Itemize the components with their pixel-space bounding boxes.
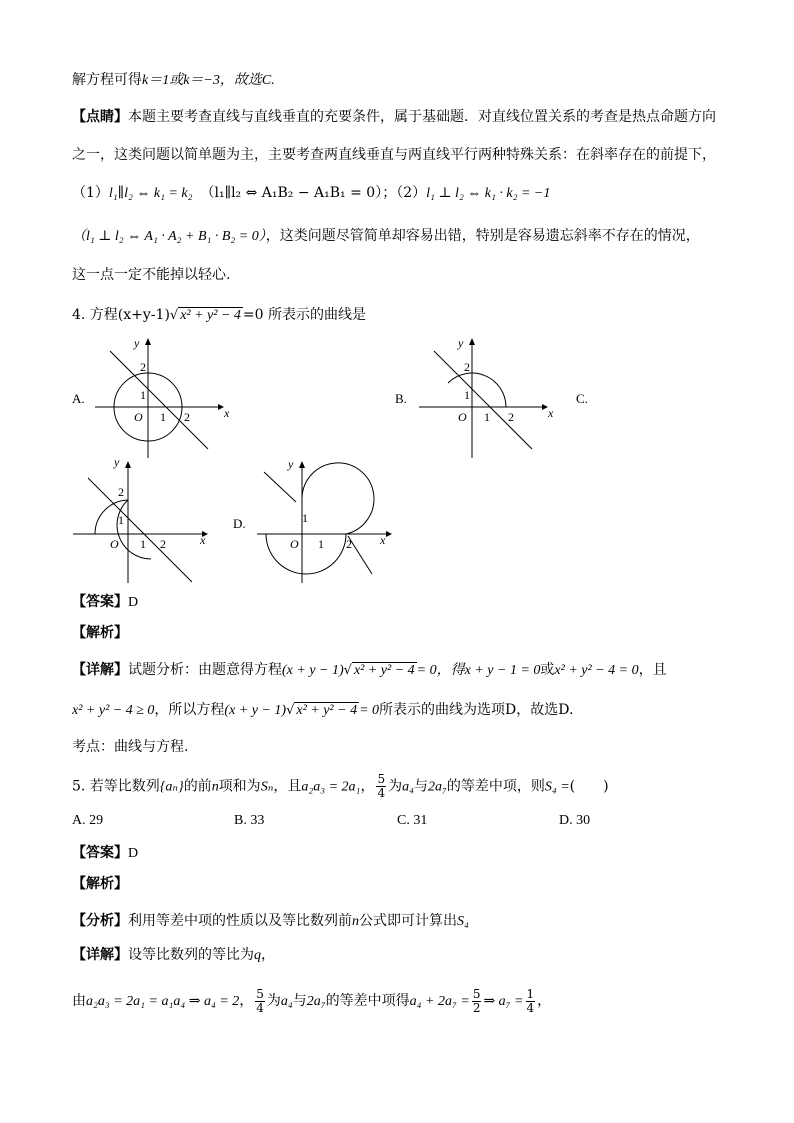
q5-frac-1-4	[526, 988, 536, 1015]
q5-stem-b: {aₙ}	[159, 779, 184, 795]
option-a-label: A.	[72, 391, 85, 406]
q4-detail-2a: x² + y² − 4 ≥ 0	[72, 703, 155, 718]
q5-frac-5-4	[376, 773, 386, 800]
fenxi-b: n	[352, 914, 359, 929]
q5-stem-f: Sₙ	[260, 779, 274, 795]
q4-detail-2d: x² + y² − 4	[296, 703, 358, 718]
detail-tag: 【详解】	[72, 662, 128, 678]
q5-answer-tag: 【答案】	[72, 845, 128, 861]
q5-detail-2b: a₂a₃ = 2a₁ = a₁a₄ ⇒ a₄ = 2	[86, 994, 240, 1009]
svg-text:y: y	[458, 336, 464, 350]
q5-frac-den: 4	[377, 786, 386, 800]
svg-text:x: x	[548, 406, 554, 420]
formula-1b: l₁∥l₂ ⇔ k₁ = k₂	[108, 186, 193, 201]
line-x-plus-y-1	[110, 351, 208, 449]
q5-frac-5-2	[472, 988, 482, 1015]
q5-detail-2c: ，	[239, 993, 254, 1009]
svg-text:2: 2	[118, 485, 124, 499]
formula-1d: l₁ ⊥ l₂ ⇔ k₁ · k₂ = −1	[426, 186, 551, 201]
q5-detail-2e: a₄	[280, 994, 293, 1009]
q5-stem-o: S₄ =	[544, 779, 570, 795]
figure-b	[414, 335, 554, 469]
figure-a	[90, 335, 230, 469]
q5-stem-l: 与	[413, 778, 428, 795]
q4-detail-1b: (x + y − 1)	[282, 663, 344, 678]
q5-f2-num: 5	[472, 986, 481, 1001]
q5-stem-p: ( )	[569, 778, 609, 795]
q3-solution-line	[72, 70, 275, 91]
svg-text:y: y	[114, 455, 120, 469]
q5-f2-den: 2	[472, 1000, 481, 1015]
q4-detail-1h: ，且	[638, 662, 667, 678]
q5-detail-frac-num: 5	[256, 986, 264, 1001]
option-b-label: B.	[395, 391, 407, 406]
q4-detail-2f: 所表示的曲线为选项D，故选D.	[379, 702, 574, 718]
q5-stem	[72, 773, 609, 800]
q5-detail-line-2	[72, 984, 551, 1019]
q5-stem-k: a₄	[402, 779, 414, 795]
answer-tag: 【答案】	[72, 594, 128, 610]
fenxi-c: 公式即可计算出	[359, 913, 457, 929]
analysis-tag: 【解析】	[72, 625, 128, 641]
figure-d	[254, 458, 394, 592]
q4-detail-1f: 或	[540, 662, 555, 678]
x-label: x	[224, 406, 230, 420]
svg-text:1: 1	[484, 410, 490, 424]
q5-stem-j: 为	[388, 778, 403, 795]
formula-2a: （l₁ ⊥ l₂ ⇔ A₁ · A₂ + B₁ · B₂ = 0）	[72, 229, 266, 244]
q5-detail-1a: 设等比数列的等比为	[128, 947, 254, 963]
line-upper-part	[264, 472, 296, 502]
q5-stem-h: a₂a₃ = 2a₁	[301, 779, 361, 795]
q5-detail-2a: 由	[72, 993, 86, 1009]
comment-line-1	[72, 107, 716, 127]
q5-detail-2h: 的等差中项得	[325, 993, 410, 1009]
q3-solution-math: k＝1或k＝−3，故选C.	[142, 73, 275, 88]
figure-c	[70, 455, 210, 592]
q5-analysis-tag: 【解析】	[72, 876, 128, 892]
formula-line-2	[72, 226, 700, 247]
circle-arc-major	[302, 463, 374, 534]
q5-stem-c: 的前	[183, 778, 212, 795]
svg-text:O: O	[458, 410, 467, 424]
choice-d[interactable]: D. 30	[559, 813, 591, 828]
q4-stem-sqrt: x² + y² − 4	[180, 308, 241, 323]
svg-text:2: 2	[508, 410, 514, 424]
q5-analysis-line	[72, 874, 128, 894]
q4-detail-line-1: 【详解】试题分析：由题意得方程(x + y − 1)√ x² + y² − 4 = 0，得x + y − 1 = 0或x² + y² − 4 = 0，且	[72, 662, 667, 678]
choice-c[interactable]: C. 31	[397, 813, 428, 828]
formula-2b: ，这类问题尽管简单却容易出错，特别是容易遗忘斜率不存在的情况，	[265, 228, 700, 244]
svg-text:2: 2	[464, 360, 470, 374]
q4-stem-a: 4. 方程(x+y-1)	[72, 307, 170, 323]
svg-text:2: 2	[160, 537, 166, 551]
tick-y-2: 2	[140, 360, 146, 374]
q4-detail-2b: ，所以方程	[154, 702, 225, 718]
y-axis-arrow	[145, 338, 151, 345]
q5-stem-g: ，且	[273, 778, 302, 795]
comment-tag: 【点睛】	[72, 109, 128, 125]
svg-text:x: x	[200, 533, 206, 547]
q5-detail-2d: 为	[266, 993, 281, 1009]
q5-detail-2k: ，	[537, 993, 552, 1009]
fenxi-tag: 【分析】	[72, 913, 128, 929]
formula-line-1	[72, 183, 550, 204]
q5-detail-2g: 2a₇	[306, 994, 326, 1009]
q5-answer-line	[72, 843, 138, 864]
svg-text:O: O	[290, 537, 299, 551]
y-label: y	[134, 336, 140, 350]
q4-detail-1d: = 0，得	[416, 663, 465, 678]
comment-end: 这一点一定不能掉以轻心.	[72, 267, 231, 283]
q4-detail-1g: x² + y² − 4 = 0	[554, 663, 639, 678]
choice-b[interactable]: B. 33	[234, 813, 265, 828]
q5-stem-e: 项和为	[218, 778, 261, 795]
choice-a[interactable]: A. 29	[72, 813, 104, 828]
q5-detail-tag: 【详解】	[72, 947, 128, 963]
q4-stem-b: =0 所表示的曲线是	[242, 307, 367, 323]
svg-text:1: 1	[318, 537, 324, 551]
q3-solution-text: 解方程可得	[72, 72, 142, 88]
comment-text-1: 本题主要考查直线与直线垂直的充要条件，属于基础题．对直线位置关系的考查是热点命题方向	[128, 109, 716, 125]
kaodian-text: 考点：曲线与方程.	[72, 739, 189, 755]
q5-answer-value: D	[128, 846, 139, 861]
q4-analysis-line	[72, 623, 128, 643]
q4-detail-1c: x² + y² − 4	[353, 663, 415, 678]
option-c-label: C.	[576, 391, 588, 406]
q5-stem-i: ，	[360, 778, 375, 795]
q4-detail-2c: (x + y − 1)	[224, 703, 287, 718]
fenxi-d: S₄	[457, 914, 469, 929]
comment-text-2: 之一，这类问题以简单题为主，主要考查两直线垂直与两直线平行两种特殊关系：在斜率存在的前提下，	[72, 147, 716, 163]
q4-detail-1e: x + y − 1 = 0	[464, 663, 541, 678]
svg-text:x: x	[380, 533, 386, 547]
q5-f3-num: 1	[526, 986, 535, 1001]
q5-fenxi-line	[72, 911, 469, 932]
q5-detail-2f: 与	[292, 993, 307, 1009]
q4-detail-1a: 试题分析：由题意得方程	[128, 662, 282, 678]
svg-text:1: 1	[118, 513, 124, 527]
answer-value: D	[128, 595, 139, 610]
q5-detail-frac-den: 4	[256, 1000, 264, 1015]
svg-text:1: 1	[302, 511, 308, 525]
q5-stem-m: 2a₇	[427, 779, 447, 795]
q5-detail-frac-5-4	[255, 988, 265, 1015]
tick-x-1: 1	[160, 410, 166, 424]
svg-text:1: 1	[140, 537, 146, 551]
q4-kaodian	[72, 737, 188, 757]
q5-frac-num: 5	[377, 772, 386, 786]
q5-detail-line-1	[72, 945, 275, 966]
q5-detail-2i: a₄ + 2a₇ =	[409, 994, 470, 1009]
svg-text:1: 1	[464, 388, 470, 402]
q5-stem-n: 的等差中项，则	[446, 778, 545, 795]
fenxi-a: 利用等差中项的性质以及等比数列前	[128, 913, 352, 929]
svg-text:y: y	[288, 457, 294, 471]
tick-y-1: 1	[140, 388, 146, 402]
option-d-label: D.	[233, 516, 246, 531]
q5-detail-1c: ，	[261, 947, 275, 963]
q5-stem-a: 5. 若等比数列	[72, 778, 160, 795]
upper-arc	[448, 373, 506, 407]
formula-1c: （l₁∥l₂ ⇔ A₁B₂ − A₁B₁ = 0）；（2）	[200, 185, 427, 201]
tick-x-2: 2	[184, 410, 190, 424]
formula-1a: （1）	[72, 185, 109, 201]
q4-answer-line	[72, 592, 138, 613]
q4-detail-line-2: x² + y² − 4 ≥ 0，所以方程(x + y − 1)√ x² + y² − 4 = 0所表示的曲线为选项D，故选D.	[72, 702, 574, 718]
svg-text:2: 2	[346, 537, 352, 551]
origin-label: O	[134, 410, 143, 424]
comment-end-line	[72, 265, 230, 285]
comment-line-2	[72, 145, 716, 165]
q4-stem: 4. 方程(x+y-1)√ x² + y² − 4 =0 所表示的曲线是	[72, 307, 367, 323]
q5-detail-2j: ⇒ a₇ =	[483, 994, 524, 1009]
q4-detail-2e: = 0	[359, 703, 380, 718]
q5-f3-den: 4	[526, 1000, 535, 1015]
q5-stem-d: n	[211, 779, 219, 795]
svg-text:O: O	[110, 537, 119, 551]
q5-detail-1b: q	[254, 948, 261, 963]
